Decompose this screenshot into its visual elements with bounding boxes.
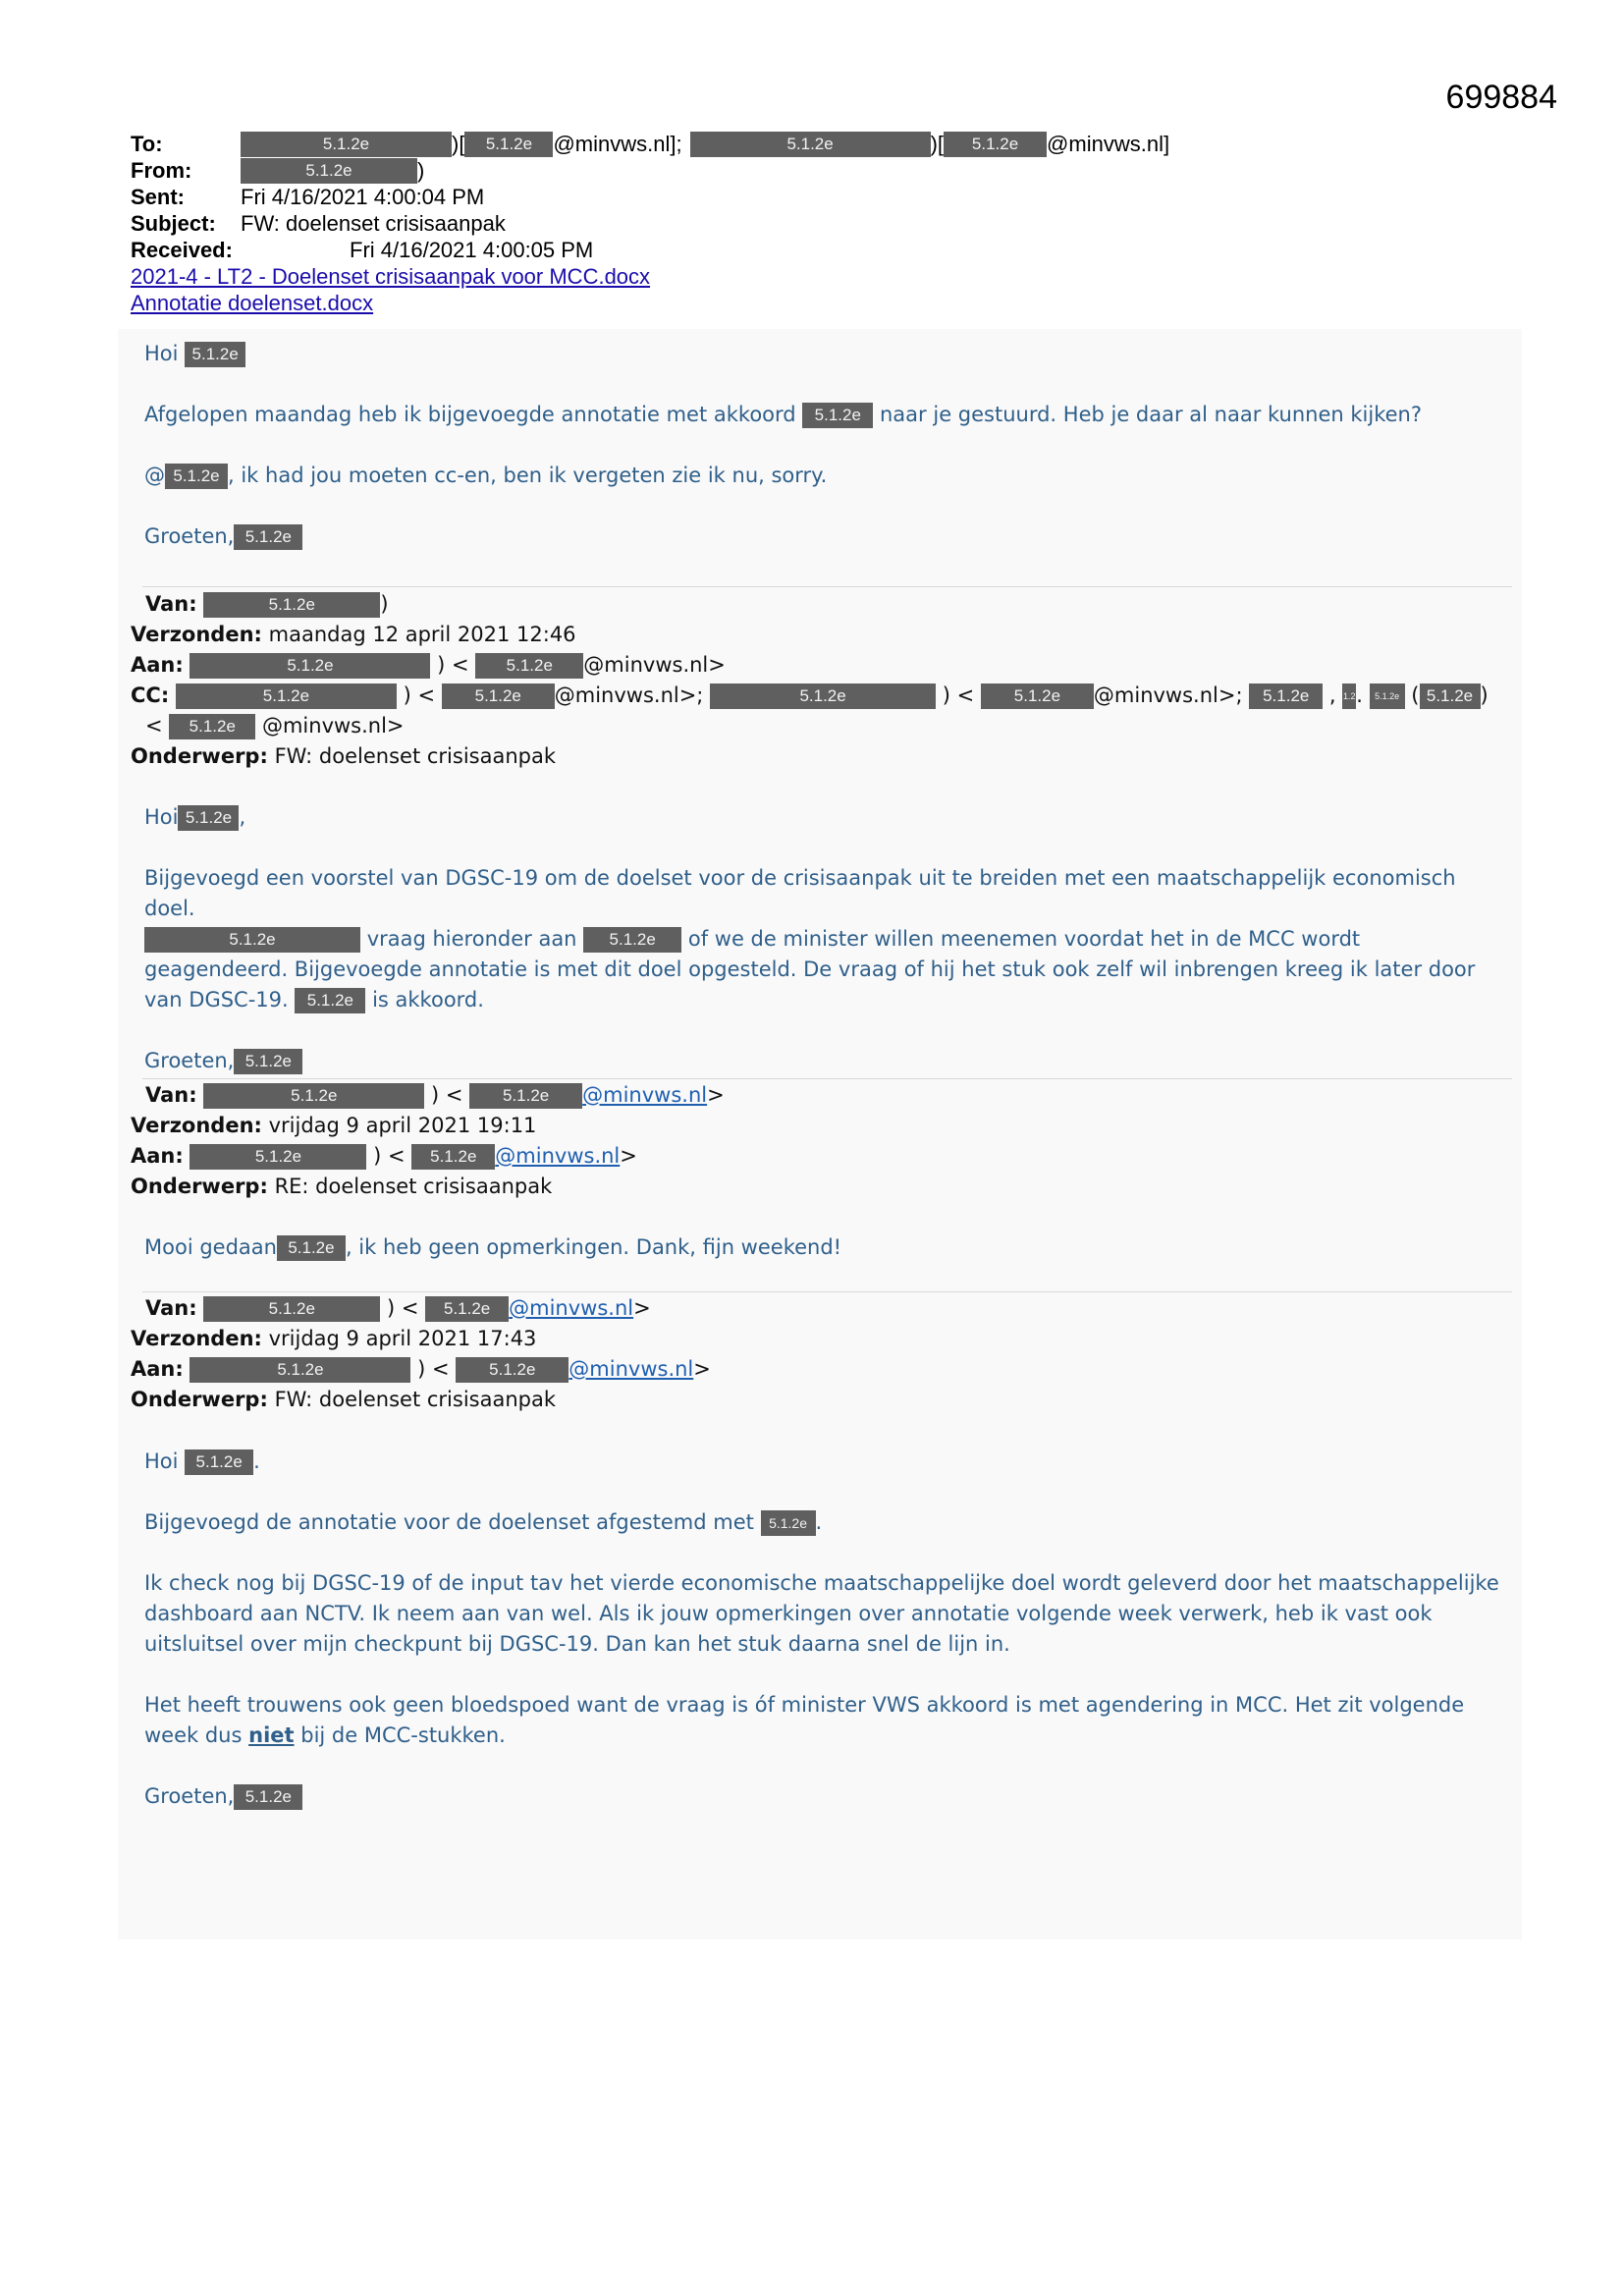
redaction: 5.1.2e <box>1370 683 1405 709</box>
separator <box>142 1078 1512 1079</box>
redaction: 5.1.2e <box>176 683 397 709</box>
paren: ) <box>417 158 425 183</box>
received-value: Fri 4/16/2021 4:00:05 PM <box>350 238 594 262</box>
redaction: 5.1.2e <box>169 714 255 739</box>
from-row <box>131 157 1505 184</box>
paragraph: Ik check nog bij DGSC-19 of de input tav het vierde economische maatschappelijke doel wordt geleverd door het maatschappelijke dashboard aan NCTV. Ik neem aan van wel. Als ik jouw opmerkingen over annotatie volgende week verwerk, heb ik vast ook uitsluitsel over mijn checkpunt bij DGSC-19. Dan kan het stuk daarna snel de lijn in. <box>144 1571 1499 1656</box>
redaction: 5.1.2e <box>203 1083 424 1109</box>
greeting: Hoi 5.1.2e , <box>144 805 246 829</box>
redaction: 5.1.2e <box>944 132 1047 157</box>
bracket: )[ <box>930 132 945 156</box>
message-2 <box>118 802 1522 1076</box>
separator <box>142 1291 1512 1292</box>
redaction: 5.1.2e <box>464 132 553 157</box>
email-link[interactable]: @minvws.nl <box>568 1357 694 1381</box>
redaction: 5.1.2e <box>295 988 365 1013</box>
redaction: 5.1.2e <box>203 592 380 618</box>
redaction: 5.1.2e <box>185 342 245 367</box>
paragraph: @ 5.1.2e , ik had jou moeten cc-en, ben ik vergeten zie ik nu, sorry. <box>144 464 828 487</box>
message-3-header: Van: 5.1.2e ) < 5.1.2e @minvws.nl> Verzonden: vrijdag 9 april 2021 19:11 Aan: 5.1.2e ) < 5.1.2e @minvws.nl> Onderwerp: RE: doelenset crisisaanpak <box>131 1083 725 1198</box>
redaction: 1.2 <box>1342 683 1356 709</box>
subject-row <box>131 210 1505 237</box>
redaction: 5.1.2e <box>277 1235 346 1261</box>
redaction: 5.1.2e <box>981 683 1094 709</box>
redaction: 5.1.2e <box>442 683 555 709</box>
redaction: 5.1.2e <box>456 1357 568 1383</box>
received-row <box>131 237 1505 263</box>
redaction: 5.1.2e <box>469 1083 582 1109</box>
attachment-link[interactable]: Annotatie doelenset.docx <box>131 291 374 315</box>
paragraph: Bijgevoegd een voorstel van DGSC-19 om de doelset voor de crisisaanpak uit te breiden met een maatschappelijk economisch doel. 5.1.2e vraag hieronder aan 5.1.2e of we de minister willen meenemen voordat het in de MCC wordt geagendeerd. Bijgevoegde annotatie is met dit doel opgesteld. De vraag of hij het stuk ook zelf wil inbrengen kreeg ik later door van DGSC-19. 5.1.2e is akkoord. <box>144 866 1476 1011</box>
redaction: 5.1.2e <box>241 132 452 157</box>
subject-value: FW: doelenset crisisaanpak <box>241 211 506 236</box>
redaction: 5.1.2e <box>165 464 228 489</box>
from-label: From: <box>131 158 192 183</box>
separator <box>142 586 1512 587</box>
redaction: 5.1.2e <box>241 158 417 184</box>
signoff: Groeten, 5.1.2e <box>144 1046 1502 1076</box>
message-4 <box>118 1447 1522 1812</box>
redaction: 5.1.2e <box>234 1049 302 1074</box>
to-row <box>131 131 1505 157</box>
email-link[interactable]: @minvws.nl <box>582 1083 708 1107</box>
sent-value: Fri 4/16/2021 4:00:04 PM <box>241 185 485 209</box>
redaction: 5.1.2e <box>710 683 936 709</box>
message-1 <box>118 339 1522 552</box>
document-id: 699884 <box>1445 79 1557 116</box>
paragraph: Afgelopen maandag heb ik bijgevoegde annotatie met akkoord 5.1.2e naar je gestuurd. Heb je daar al naar kunnen kijken? <box>144 403 1422 426</box>
subject-label: Subject: <box>131 211 216 236</box>
email-link[interactable]: @minvws.nl <box>509 1296 634 1320</box>
redaction: 5.1.2e <box>178 805 239 831</box>
signoff: Groeten, 5.1.2e <box>144 521 1502 552</box>
greeting: Hoi 5.1.2e <box>144 339 1502 369</box>
to-label: To: <box>131 132 163 156</box>
signoff: Groeten, 5.1.2e <box>144 1781 1502 1812</box>
redaction: 5.1.2e <box>411 1144 495 1170</box>
redaction: 5.1.2e <box>761 1510 816 1536</box>
email-domain: @minvws.nl]; <box>553 132 682 156</box>
redaction: 5.1.2e <box>189 1357 410 1383</box>
redaction: 5.1.2e <box>185 1449 253 1475</box>
redaction: 5.1.2e <box>234 1784 302 1810</box>
sent-row <box>131 184 1505 210</box>
attachment-link[interactable]: 2021-4 - LT2 - Doelenset crisisaanpak voor MCC.docx <box>131 264 651 289</box>
sent-label: Sent: <box>131 185 185 209</box>
redaction: 5.1.2e <box>583 927 681 953</box>
redaction: 5.1.2e <box>144 927 360 953</box>
redaction: 5.1.2e <box>802 403 873 428</box>
redaction: 5.1.2e <box>425 1296 509 1322</box>
paragraph: Het heeft trouwens ook geen bloedspoed want de vraag is óf minister VWS akkoord is met agendering in MCC. Het zit volgende week dus niet bij de MCC-stukken. <box>144 1693 1465 1747</box>
redaction: 5.1.2e <box>475 653 583 679</box>
redaction: 5.1.2e <box>690 132 931 157</box>
email-header <box>131 131 1505 316</box>
bracket: )[ <box>452 132 465 156</box>
redaction: 5.1.2e <box>234 524 302 550</box>
greeting: Hoi 5.1.2e . <box>144 1449 260 1473</box>
message-2-header: Van: 5.1.2e ) Verzonden: maandag 12 april 2021 12:46 Aan: 5.1.2e ) < 5.1.2e @minvws.nl> CC: 5.1.2e ) < 5.1.2e @minvws.nl>; 5.1.2e ) < 5.1.2e @minvws.nl>; 5.1.2e , 1.2. 5.1.2e ( 5.1.2e ) < 5.1.2e @minvws.nl> Onderwerp: FW: doelenset crisisaanpak <box>131 592 1489 768</box>
redaction: 5.1.2e <box>189 653 430 679</box>
redaction: 5.1.2e <box>189 1144 366 1170</box>
email-link[interactable]: @minvws.nl <box>495 1144 621 1168</box>
paragraph: Bijgevoegd de annotatie voor de doelenset afgestemd met 5.1.2e . <box>144 1510 823 1534</box>
email-body <box>118 329 1522 1940</box>
message-3 <box>118 1232 1522 1263</box>
message-4-header: Van: 5.1.2e ) < 5.1.2e @minvws.nl> Verzonden: vrijdag 9 april 2021 17:43 Aan: 5.1.2e ) < 5.1.2e @minvws.nl> Onderwerp: FW: doelenset crisisaanpak <box>131 1296 711 1411</box>
email-domain: @minvws.nl] <box>1047 132 1170 156</box>
redaction: 5.1.2e <box>1249 683 1323 709</box>
received-label: Received: <box>131 238 233 262</box>
redaction: 5.1.2e <box>203 1296 380 1322</box>
redaction: 5.1.2e <box>1420 683 1481 709</box>
paragraph: Mooi gedaan 5.1.2e , ik heb geen opmerkingen. Dank, fijn weekend! <box>144 1235 842 1259</box>
